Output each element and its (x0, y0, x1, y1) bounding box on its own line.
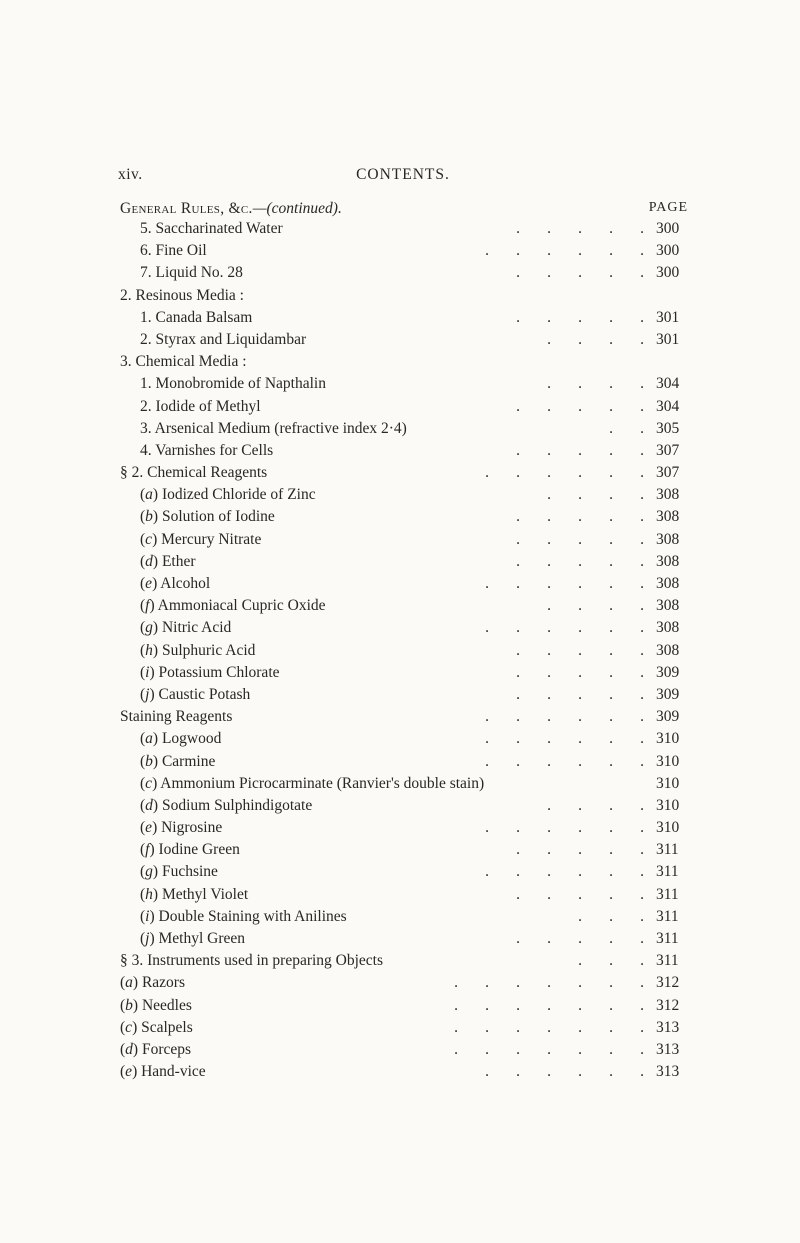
section-heading (120, 200, 688, 220)
toc-entry-page: 310 (656, 774, 680, 792)
toc-entry-leader: . . . . . (516, 885, 644, 903)
toc-entry-label: 3. Chemical Media : (120, 353, 247, 371)
toc-entry (120, 1039, 688, 1061)
running-head (118, 166, 688, 188)
toc-entry-page: 300 (656, 220, 680, 237)
toc-entry-label: (d) Ether (140, 552, 196, 570)
toc-entry-page: 310 (656, 819, 680, 837)
toc-entry-label: § 2. Chemical Reagents (120, 464, 268, 482)
toc-entry-leader: . . . . . (516, 308, 644, 326)
toc-entry-leader: . . . . . . (485, 863, 644, 881)
toc-entry-label: § 3. Instruments used in preparing Objects (120, 952, 384, 970)
toc-entry-label: (e) Alcohol (140, 575, 211, 592)
toc-entry-label: (b) Carmine (140, 752, 216, 770)
toc-entry (120, 773, 688, 795)
toc-entry-label: (c) Scalpels (120, 1018, 193, 1036)
toc-entry-page: 311 (656, 841, 679, 859)
toc-entry (120, 1017, 688, 1039)
toc-entry-page: 310 (656, 730, 680, 748)
toc-entry-leader: . . . . . (516, 441, 644, 459)
toc-entry-label: (a) Logwood (140, 730, 222, 748)
toc-entry-page: 308 (656, 597, 680, 615)
toc-entry-leader: . . . . . . (485, 708, 644, 726)
toc-entry-leader: . . . . (547, 375, 644, 393)
toc-entry (120, 396, 688, 418)
toc-entry-label: 2. Resinous Media : (120, 286, 244, 304)
toc-entry-page: 304 (656, 397, 680, 415)
contents-list (120, 218, 688, 1083)
toc-entry-label: 2. Iodide of Methyl (140, 397, 261, 415)
toc-entry (120, 307, 688, 329)
toc-entry (120, 262, 688, 284)
toc-entry-leader: . . . . (547, 486, 644, 504)
toc-entry (120, 839, 688, 861)
toc-entry (120, 440, 688, 462)
toc-entry (120, 218, 688, 240)
toc-entry (120, 617, 688, 639)
toc-entry (120, 573, 688, 595)
toc-entry (120, 529, 688, 551)
toc-entry (120, 884, 688, 906)
toc-entry-label: (b) Solution of Iodine (140, 508, 275, 526)
toc-entry-label: (c) Mercury Nitrate (140, 530, 262, 548)
toc-entry-leader: . . . . (547, 796, 644, 814)
toc-entry-page: 304 (656, 375, 680, 393)
toc-entry-label: (h) Methyl Violet (140, 885, 249, 903)
toc-entry-label: (g) Nitric Acid (140, 619, 232, 637)
toc-entry-label: (f) Ammoniacal Cupric Oxide (140, 597, 326, 615)
toc-entry-label: 1. Monobromide of Napthalin (140, 375, 326, 393)
toc-entry-page: 309 (656, 685, 680, 703)
toc-entry (120, 706, 688, 728)
toc-entry-page: 309 (656, 663, 680, 681)
toc-entry (120, 861, 688, 883)
toc-entry-leader: . . . . . (516, 685, 644, 703)
toc-entry (120, 1061, 688, 1083)
toc-entry (120, 551, 688, 573)
toc-entry-page: 311 (656, 863, 679, 881)
toc-entry-label: 4. Varnishes for Cells (140, 441, 274, 459)
toc-entry-leader: . . . . . (516, 930, 644, 947)
toc-entry (120, 240, 688, 262)
toc-entry-leader: . . . . . . (485, 819, 644, 837)
toc-entry-label: (h) Sulphuric Acid (140, 641, 256, 659)
toc-entry-leader: . . . . . . (485, 619, 644, 637)
toc-entry-page: 311 (656, 930, 679, 947)
section-title-main: General Rules, &c. (120, 200, 253, 217)
toc-entry-leader: . . . . . . . (454, 974, 644, 992)
toc-entry-label: (j) Methyl Green (140, 930, 246, 947)
toc-entry-page: 308 (656, 641, 680, 659)
toc-entry (120, 684, 688, 706)
toc-entry-leader: . . . . . (516, 552, 644, 570)
toc-entry-label: (a) Iodized Chloride of Zinc (140, 486, 316, 504)
toc-entry-label: (g) Fuchsine (140, 863, 218, 881)
page-number: xiv. (118, 166, 143, 183)
toc-entry-page: 301 (656, 308, 680, 326)
toc-entry-page: 300 (656, 264, 680, 282)
toc-entry-leader: . . . . . . (485, 575, 644, 592)
toc-entry (120, 662, 688, 684)
toc-entry-label: 2. Styrax and Liquidambar (140, 330, 307, 348)
toc-entry-label: (i) Potassium Chlorate (140, 663, 280, 681)
toc-entry-page: 310 (656, 796, 680, 814)
toc-entry (120, 484, 688, 506)
toc-entry-page: 301 (656, 330, 680, 348)
toc-entry-page: 313 (656, 1063, 680, 1081)
toc-entry-leader: . . . . . . (485, 752, 644, 770)
toc-entry-label: 6. Fine Oil (140, 242, 207, 260)
toc-entry (120, 285, 688, 307)
toc-entry-page: 305 (656, 419, 680, 437)
toc-entry-leader: . . . . . (516, 508, 644, 526)
toc-entry-page: 307 (656, 441, 680, 459)
toc-entry (120, 351, 688, 373)
toc-entry-page: 310 (656, 752, 680, 770)
toc-entry-label: (j) Caustic Potash (140, 685, 251, 703)
toc-entry-leader: . . . . (547, 330, 644, 348)
toc-entry-page: 313 (656, 1018, 680, 1036)
toc-entry (120, 595, 688, 617)
toc-entry-label: 7. Liquid No. 28 (140, 264, 243, 282)
toc-entry (120, 751, 688, 773)
toc-entry-label: 5. Saccharinated Water (140, 220, 283, 237)
toc-entry-page: 308 (656, 508, 680, 526)
toc-entry-leader: . . . . . . (485, 730, 644, 748)
toc-entry-page: 309 (656, 708, 680, 726)
toc-entry (120, 728, 688, 750)
toc-entry-leader: . . . . . . (485, 464, 644, 482)
toc-entry (120, 373, 688, 395)
toc-entry-page: 300 (656, 242, 680, 260)
toc-entry-label: (i) Double Staining with Anilines (140, 907, 347, 925)
toc-entry-leader: . . . . (547, 597, 644, 615)
toc-entry-leader: . . . . . (516, 264, 644, 282)
toc-entry-page: 313 (656, 1040, 680, 1058)
toc-entry-label: (b) Needles (120, 996, 192, 1014)
toc-entry-leader: . . . . . . . (454, 1018, 644, 1036)
toc-entry-page: 308 (656, 575, 680, 592)
toc-entry-leader: . . . . . (516, 641, 644, 659)
toc-entry (120, 462, 688, 484)
toc-entry-page: 308 (656, 486, 680, 504)
toc-entry-page: 312 (656, 974, 680, 992)
toc-entry (120, 995, 688, 1017)
toc-entry-leader: . . (609, 419, 644, 437)
toc-entry-label: (d) Forceps (120, 1040, 192, 1058)
page-title: CONTENTS. (356, 166, 450, 183)
toc-entry (120, 506, 688, 528)
toc-entry-label: (a) Razors (120, 974, 185, 992)
toc-entry-page: 308 (656, 619, 680, 637)
section-title-continued: —(continued). (252, 200, 342, 217)
toc-entry-leader: . . . (578, 907, 644, 925)
toc-entry-page: 312 (656, 996, 680, 1014)
toc-entry-leader: . . . . . (516, 663, 644, 681)
toc-entry (120, 817, 688, 839)
toc-entry-label: (c) Ammonium Picrocarminate (Ranvier's double stain) (140, 774, 485, 792)
toc-entry-leader: . . . . . . . (454, 1040, 644, 1058)
toc-entry-leader: . . . . . . (485, 242, 644, 260)
toc-entry-leader: . . . (578, 952, 644, 970)
toc-entry-leader: . . . . . (516, 841, 644, 859)
toc-entry-leader: . . . . . (516, 530, 644, 548)
toc-entry-page: 308 (656, 530, 680, 548)
toc-entry-page: 307 (656, 464, 680, 482)
toc-entry-label: (e) Hand-vice (120, 1063, 206, 1081)
toc-entry-leader: . . . . . (516, 397, 644, 415)
toc-entry-label: Staining Reagents (120, 708, 233, 726)
toc-entry-label: (e) Nigrosine (140, 819, 223, 837)
toc-entry (120, 418, 688, 440)
toc-entry-label: (f) Iodine Green (140, 841, 240, 859)
toc-entry (120, 640, 688, 662)
toc-entry-label: 3. Arsenical Medium (refractive index 2·4) (140, 419, 407, 437)
toc-entry (120, 928, 688, 950)
toc-entry-page: 311 (656, 952, 679, 970)
toc-entry-label: 1. Canada Balsam (140, 308, 253, 326)
toc-entry-page: 311 (656, 907, 679, 925)
toc-entry-leader: . . . . . (516, 220, 644, 237)
toc-entry (120, 329, 688, 351)
toc-entry (120, 972, 688, 994)
section-title (120, 200, 342, 218)
toc-entry (120, 795, 688, 817)
toc-entry-leader: . . . . . . . (454, 996, 644, 1014)
toc-entry-label: (d) Sodium Sulphindigotate (140, 796, 313, 814)
toc-entry-page: 311 (656, 885, 679, 903)
toc-entry-leader: . . . . . . (485, 1063, 644, 1081)
toc-entry-page: 308 (656, 552, 680, 570)
page-column-label: PAGE (648, 200, 688, 215)
toc-entry (120, 906, 688, 928)
toc-entry (120, 950, 688, 972)
